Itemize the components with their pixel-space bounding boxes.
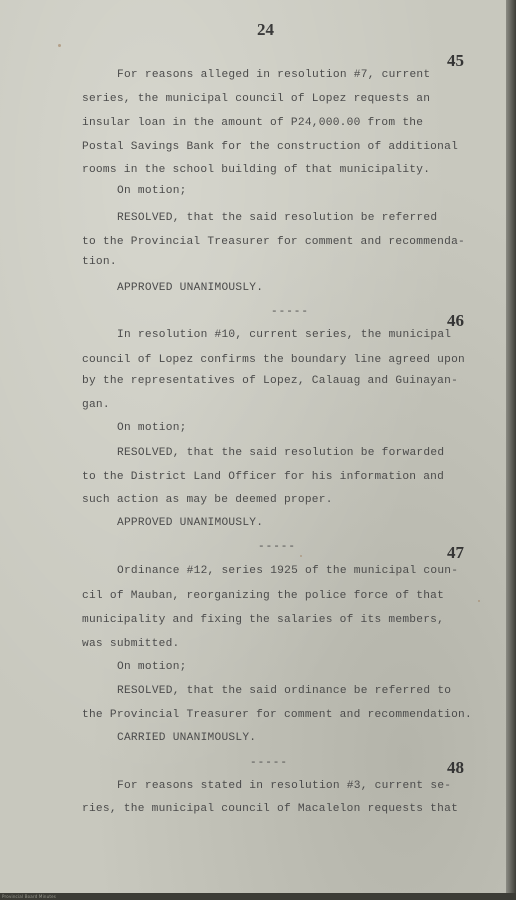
text-line: municipality and fixing the salaries of its members, (82, 614, 445, 626)
item-number-48: 48 (447, 758, 464, 777)
footer-text: Provincial Board Minutes (2, 894, 57, 899)
text-line: council of Lopez confirms the boundary line agreed upon (82, 354, 465, 366)
text-line: On motion; (117, 185, 187, 197)
text-line: On motion; (117, 422, 187, 434)
text-line: Postal Savings Bank for the construction of additional (82, 141, 459, 153)
text-line: to the Provincial Treasurer for comment and recommenda- (82, 236, 465, 248)
text-line: series, the municipal council of Lopez requests an (82, 93, 431, 105)
text-line: the Provincial Treasurer for comment and recommendation. (82, 709, 472, 721)
paper-speck (58, 44, 61, 47)
page-edge (506, 0, 516, 900)
text-line: tion. (82, 256, 117, 268)
separator: ----- (258, 541, 297, 553)
text-line: For reasons alleged in resolution #7, current (117, 69, 431, 81)
text-line: On motion; (117, 661, 187, 673)
paper-speck (300, 555, 302, 557)
page-bottom-strip (0, 893, 516, 900)
text-line: was submitted. (82, 638, 180, 650)
item-number-47: 47 (447, 543, 464, 562)
text-line: For reasons stated in resolution #3, current se- (117, 780, 452, 792)
approval-line: APPROVED UNANIMOUSLY. (117, 282, 264, 294)
text-line: RESOLVED, that the said resolution be referred (117, 212, 438, 224)
text-line: such action as may be deemed proper. (82, 494, 333, 506)
text-line: ries, the municipal council of Macalelon requests that (82, 803, 459, 815)
text-line: rooms in the school building of that municipality. (82, 164, 431, 176)
text-line: insular loan in the amount of P24,000.00 from the (82, 117, 424, 129)
text-line: to the District Land Officer for his information and (82, 471, 445, 483)
paper-speck (478, 600, 480, 602)
text-line: RESOLVED, that the said resolution be forwarded (117, 447, 445, 459)
approval-line: CARRIED UNANIMOUSLY. (117, 732, 257, 744)
text-line: gan. (82, 399, 110, 411)
item-number-46: 46 (447, 311, 464, 330)
separator: ----- (250, 757, 289, 769)
text-line: RESOLVED, that the said ordinance be referred to (117, 685, 452, 697)
text-line: by the representatives of Lopez, Calauag and Guinayan- (82, 375, 459, 387)
text-line: In resolution #10, current series, the municipal (117, 329, 452, 341)
approval-line: APPROVED UNANIMOUSLY. (117, 517, 264, 529)
text-line: Ordinance #12, series 1925 of the municipal coun- (117, 565, 459, 577)
separator: ----- (271, 306, 310, 318)
item-number-45: 45 (447, 51, 464, 70)
text-line: cil of Mauban, reorganizing the police force of that (82, 590, 445, 602)
page-number: 24 (257, 20, 274, 39)
